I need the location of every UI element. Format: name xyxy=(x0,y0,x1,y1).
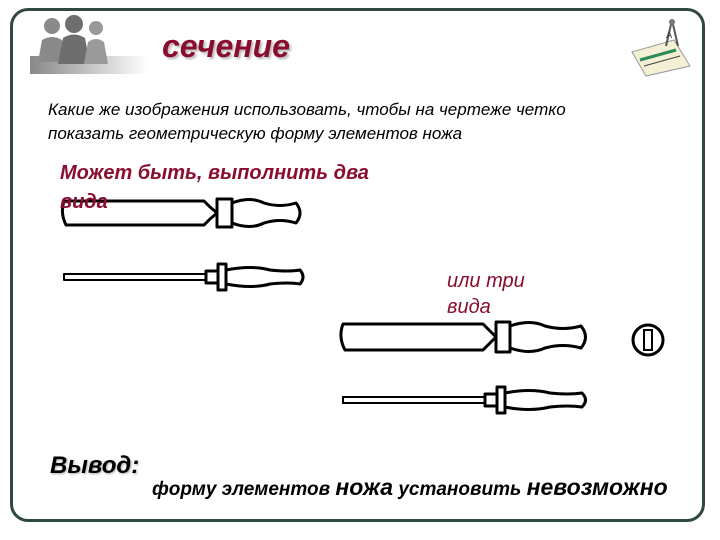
conclusion-text xyxy=(152,474,718,501)
svg-text:A: A xyxy=(666,31,673,41)
conclusion-part2: установить xyxy=(393,479,527,500)
knife-front-view-2 xyxy=(341,322,586,352)
question-text: Какие же изображения использовать, чтобы на чертеже четко показать геометрическую форму элементов ножа xyxy=(48,100,566,143)
conclusion-label: Вывод: xyxy=(50,452,140,479)
slide-title: сечение xyxy=(162,28,290,64)
conclusion-word-knife: ножа xyxy=(335,474,394,500)
conclusion-part1: форму элементов xyxy=(152,479,336,500)
knife-top-view-2 xyxy=(343,387,586,413)
two-views-suggestion: Может быть, выполнить два вида xyxy=(60,162,369,213)
conclusion-word-impossible: невозможно xyxy=(526,474,668,500)
knife-top-view-1 xyxy=(64,264,303,290)
three-views-suggestion: или три вида xyxy=(447,270,525,318)
knife-side-view xyxy=(633,325,663,355)
